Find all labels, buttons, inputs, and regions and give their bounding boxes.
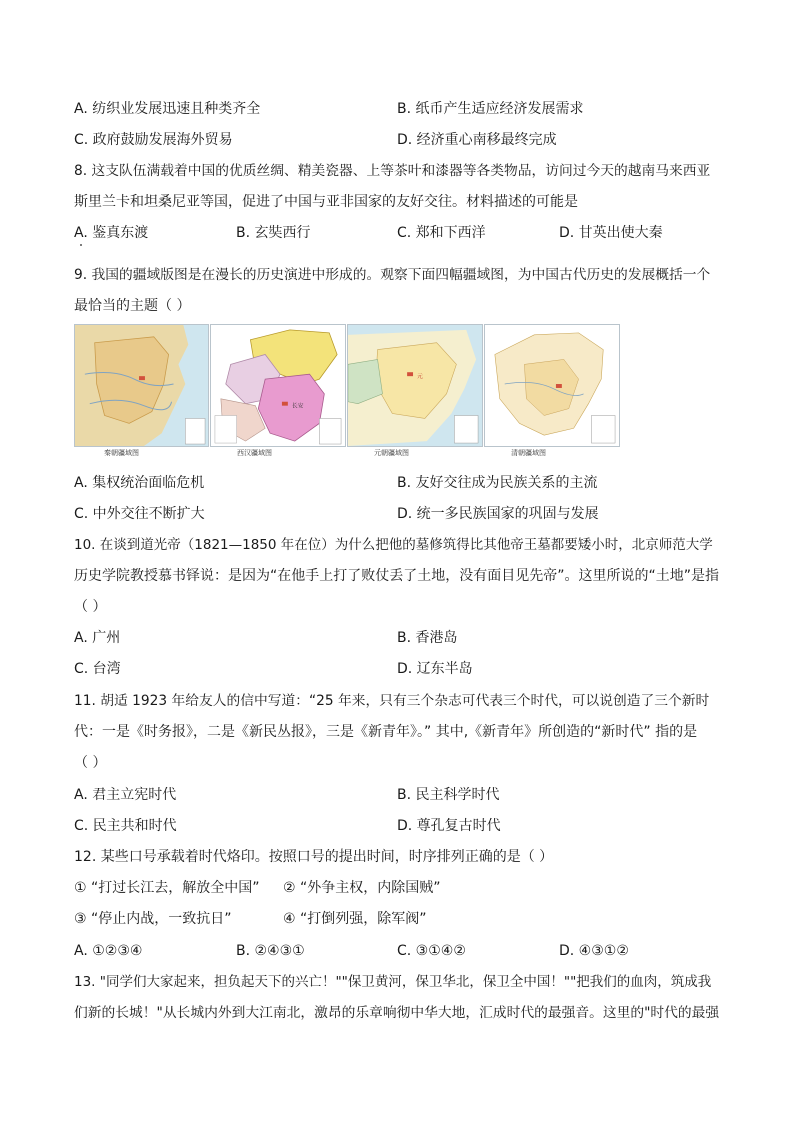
q13-stem-line2: 们新的长城！"从长城内外到大江南北，激昂的乐章响彻中华大地，汇成时代的最强音。这里的"时代的最强 — [74, 1005, 720, 1021]
q10-option-c: C. 台湾 — [74, 661, 121, 677]
q10-stem-line1: 10. 在谈到道光帝（1821—1850 年在位）为什么把他的墓修筑得比其他帝王墓都要矮小时，北京师范大学 — [74, 537, 713, 553]
q7-option-c: C. 政府鼓励发展海外贸易 — [74, 132, 233, 148]
q12-slogan-1: ① “打过长江去，解放全中国” — [74, 880, 260, 896]
q8-option-c: C. 郑和下西洋 — [397, 225, 486, 241]
caption-qin: 秦朝疆域图 — [104, 449, 139, 457]
q11-option-c: C. 民主共和时代 — [74, 818, 177, 834]
q12-stem: 12. 某些口号承载着时代烙印。按照口号的提出时间，时序排列正确的是（ ） — [74, 849, 554, 865]
qing-map — [484, 324, 620, 447]
q7-option-d: D. 经济重心南移最终完成 — [397, 132, 557, 148]
q8-option-a: A. 鉴真东渡 — [74, 225, 149, 241]
q8-stem-line1: 8. 这支队伍满载着中国的优质丝绸、精美瓷器、上等茶叶和漆器等各类物品，访问过今天的越南马来西亚 — [74, 163, 711, 179]
q8-option-b: B. 玄奘西行 — [236, 225, 311, 241]
q10-option-d: D. 辽东半岛 — [397, 661, 473, 677]
territory-maps — [74, 324, 720, 458]
q10-option-b: B. 香港岛 — [397, 630, 458, 646]
q9-option-c: C. 中外交往不断扩大 — [74, 506, 205, 522]
q10-stem-line2: 历史学院教授慕书铎说：是因为“在他手上打了败仗丢了土地，没有面目见先帝”。这里所说的“土地”是指 — [74, 568, 720, 584]
q8-option-d: D. 甘英出使大秦 — [559, 225, 663, 241]
stray-dot — [80, 244, 82, 246]
q12-option-c: C. ③①④② — [397, 943, 466, 959]
q9-stem-line2: 最恰当的主题（ ） — [74, 298, 191, 314]
q12-option-a: A. ①②③④ — [74, 943, 143, 959]
q9-option-a: A. 集权统治面临危机 — [74, 475, 205, 491]
q12-slogan-4: ④ “打倒列强，除军阀” — [283, 911, 427, 927]
q10-option-a: A. 广州 — [74, 630, 121, 646]
q7-option-a: A. 纺织业发展迅速且种类齐全 — [74, 101, 261, 117]
q11-option-d: D. 尊孔复古时代 — [397, 818, 501, 834]
q11-stem-line2: 代：一是《时务报》，二是《新民丛报》，三是《新青年》。” 其中,《新青年》所创造的“新时代” 指的是 — [74, 724, 698, 740]
q9-option-b: B. 友好交往成为民族关系的主流 — [397, 475, 598, 491]
q11-option-a: A. 君主立宪时代 — [74, 787, 177, 803]
q11-option-b: B. 民主科学时代 — [397, 787, 500, 803]
q12-slogan-2: ② “外争主权，内除国贼” — [283, 880, 441, 896]
q10-stem-line3: （ ） — [74, 599, 107, 615]
caption-qing: 清朝疆域图 — [511, 449, 546, 457]
q12-slogan-3: ③ “停止内战，一致抗日” — [74, 911, 232, 927]
q7-option-b: B. 纸币产生适应经济发展需求 — [397, 101, 584, 117]
q9-option-d: D. 统一多民族国家的巩固与发展 — [397, 506, 599, 522]
q8-stem-line2: 斯里兰卡和坦桑尼亚等国，促进了中国与亚非国家的友好交往。材料描述的可能是 — [74, 194, 578, 210]
yuan-label: 元 — [416, 374, 423, 381]
q12-option-b: B. ②④③① — [236, 943, 305, 959]
han-capital-label: 长安 — [291, 403, 304, 410]
qin-map — [74, 324, 209, 447]
caption-yuan: 元朝疆域图 — [374, 449, 409, 457]
yuan-map — [347, 324, 483, 447]
caption-western-han: 西汉疆域图 — [237, 449, 272, 457]
western-han-map — [210, 324, 346, 447]
q13-stem-line1: 13. "同学们大家起来，担负起天下的兴亡！""保卫黄河，保卫华北，保卫全中国！""把我们的血肉，筑成我 — [74, 974, 712, 990]
q9-stem-line1: 9. 我国的疆域版图是在漫长的历史演进中形成的。观察下面四幅疆域图，为中国古代历史的发展概括一个 — [74, 267, 711, 283]
q11-stem-line1: 11. 胡适 1923 年给友人的信中写道：“25 年来，只有三个杂志可代表三个时代，可以说创造了三个新时 — [74, 693, 710, 709]
q11-stem-line3: （ ） — [74, 755, 107, 771]
q12-option-d: D. ④③①② — [559, 943, 629, 959]
